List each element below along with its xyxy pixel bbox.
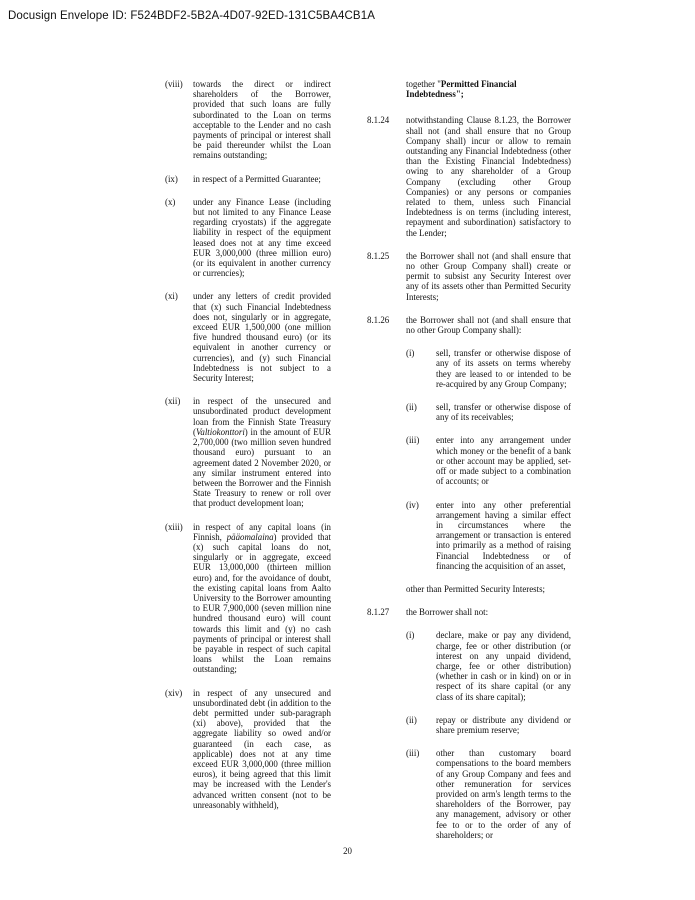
item-text-italic: Valtiokonttori xyxy=(195,426,245,437)
sub-item-text: enter into any other preferential arrangement having a similar effect in circumstances where the arrangement or transaction is entered into primarily as a method of raising Financial Indebtedness or of financing the acquisition of an asset, xyxy=(436,499,571,571)
item-number: (x) xyxy=(165,196,176,207)
clause-8-1-26 xyxy=(367,315,571,335)
clause-8-1-27 xyxy=(367,607,571,617)
clause-8-1-24 xyxy=(367,115,571,237)
item-number: (xiv) xyxy=(165,687,183,698)
clause-text: the Borrower shall not: xyxy=(406,607,489,618)
list-item-xi xyxy=(165,291,331,383)
page-number: 20 xyxy=(343,846,352,856)
clause-text: notwithstanding Clause 8.1.23, the Borrower shall not (and shall ensure that no Group Company shall) incur or allow to remain outstanding any Financial Indebtedness (other than the Existing Financial Indebtedness) owing to any shareholder of a Group Company (excluding other Group Companies) or any persons or companies related to them, unless such Financial Indebtedness is on terms (including interest, repayment and subordination) satisfactory to the Lender; xyxy=(406,115,571,238)
sub-item-text: declare, make or pay any dividend, charge, fee or other distribution (or interest on any unpaid dividend, charge, fee or other distribution) (whether in cash or in kind) on or in respect of its share capital (or any class of its share capital); xyxy=(436,630,571,702)
list-item-ix xyxy=(165,174,331,184)
sub-item-number: (i) xyxy=(406,348,415,359)
item-text: in respect of any unsecured and unsubordinated debt (in addition to the debt permitted under sub-paragraph (xi) above), provided that the aggregate liability so owed and/or guaranteed (in each case, as applicable) does not at any time exceed EUR 3,000,000 (three million euros), it being agreed that this limit may be increased with the Lender's advanced written consent (not to be unreasonably withheld), xyxy=(193,687,331,810)
sub-item xyxy=(406,748,571,840)
item-text-part: in respect of the unsecured and unsubordinated product development loan from the Finnish State Treasury ( xyxy=(193,396,331,437)
sub-item-text: other than customary board compensations to the board members of any Group Company and fees and other remuneration for services provided on arm's length terms to the shareholders of the Borrower, pay any management, advisory or other fee to or to the order of any of shareholders; or xyxy=(436,748,571,840)
item-number: (xiii) xyxy=(165,521,183,532)
item-text-italic: pääomalaina xyxy=(226,531,274,542)
sub-item-text: sell, transfer or otherwise dispose of any of its assets on terms whereby they are leased to or intended to be re-acquired by any Group Company; xyxy=(436,348,571,389)
clause-number: 8.1.26 xyxy=(367,314,390,325)
item-number: (ix) xyxy=(165,173,178,184)
item-text-part: ) in the amount of EUR 2,700,000 (two million seven hundred thousand euro) pursuant to an agreement dated 2 November 2020, or any similar instrument entered into between the Borrower and the Finnish State Treasury to renew or roll over that product development loan; xyxy=(193,426,331,509)
clause-text: the Borrower shall not (and shall ensure that no other Group Company shall): xyxy=(406,314,571,336)
item-text-part: in respect of any capital loans (in Finnish, xyxy=(193,521,331,542)
definition-text: together " xyxy=(406,79,441,89)
list-item-viii xyxy=(165,79,331,161)
sub-item xyxy=(406,500,571,571)
docusign-envelope-id: Docusign Envelope ID: F524BDF2-5B2A-4D07-92ED-131C5BA4CB1A xyxy=(8,10,375,22)
clause-text: the Borrower shall not (and shall ensure that no other Group Company shall) create or permit to subsist any Security Interest over any of its assets other than Permitted Security Interests; xyxy=(406,250,571,302)
sub-item-text: enter into any arrangement under which money or the benefit of a bank or other account may be applied, set-off or made subject to a combination of accounts; or xyxy=(436,435,571,487)
item-text: under any Finance Lease (including but not limited to any Finance Lease regarding cryostats) if the aggregate liability in respect of the equipment leased does not at any time exceed EUR 3,000,000 (three million euro) (or its equivalent in another currency or currencies); xyxy=(193,196,331,279)
sub-item-number: (iv) xyxy=(406,499,419,510)
clause-number: 8.1.24 xyxy=(367,115,390,126)
sub-item xyxy=(406,435,571,486)
sub-item xyxy=(406,402,571,422)
sub-item-number: (ii) xyxy=(406,402,417,413)
clause-number: 8.1.25 xyxy=(367,250,390,261)
item-number: (xii) xyxy=(165,396,181,407)
sub-item-text: repay or distribute any dividend or share premium reserve; xyxy=(436,714,571,735)
right-column xyxy=(367,79,571,853)
list-item-xiii xyxy=(165,522,331,675)
list-item-x xyxy=(165,197,331,279)
item-text-part: ) provided that (x) such capital loans do not, singularly or in aggregate, exceed EUR 13,000,000 (thirteen million euro) and, for the avoidance of doubt, the existing capital loans from Aalto University to the Borrower amounting to EUR 7,900,000 (seven million nine hundred thousand euro) will count towards this limit and (y) no cash payments of principal or interest shall be payable in respect of such capital loans whilst the Loan remains outstanding; xyxy=(193,531,331,675)
item-number: (xi) xyxy=(165,291,178,302)
item-text: under any letters of credit provided that (x) such Financial Indebtedness does not, singularly or in aggregate, exceed EUR 1,500,000 (one million five hundred thousand euro) (or its equivalent in another currency or currencies), and (y) such Financial Indebtedness is not subject to a Security Interest; xyxy=(193,291,331,384)
definition-close: "; xyxy=(455,89,464,100)
sub-item xyxy=(406,630,571,701)
clause-8-1-25 xyxy=(367,251,571,302)
list-item-xiv xyxy=(165,688,331,810)
clause-tail: other than Permitted Security Interests; xyxy=(406,583,546,594)
sub-item-number: (iii) xyxy=(406,748,420,759)
sub-item xyxy=(406,348,571,389)
together-definition xyxy=(406,79,571,99)
defined-term: Permitted Financial Indebtedness xyxy=(406,79,517,100)
sub-item-text: sell, transfer or otherwise dispose of any of its receivables; xyxy=(436,402,571,423)
clause-number: 8.1.27 xyxy=(367,607,390,618)
sub-item-number: (i) xyxy=(406,630,415,641)
item-number: (viii) xyxy=(165,79,183,89)
sub-item xyxy=(406,715,571,735)
item-text xyxy=(193,396,331,508)
item-text: towards the direct or indirect shareholders of the Borrower, provided that such loans are fully subordinated to the Loan on terms acceptable to the Lender and no cash payments of principal or interest shall be paid thereunder whilst the Loan remains outstanding; xyxy=(193,79,331,161)
item-text xyxy=(193,522,331,675)
sub-item-number: (ii) xyxy=(406,714,417,725)
item-text: in respect of a Permitted Guarantee; xyxy=(193,173,321,184)
sub-item-number: (iii) xyxy=(406,435,420,446)
list-item-xii xyxy=(165,396,331,508)
left-column xyxy=(165,79,331,823)
